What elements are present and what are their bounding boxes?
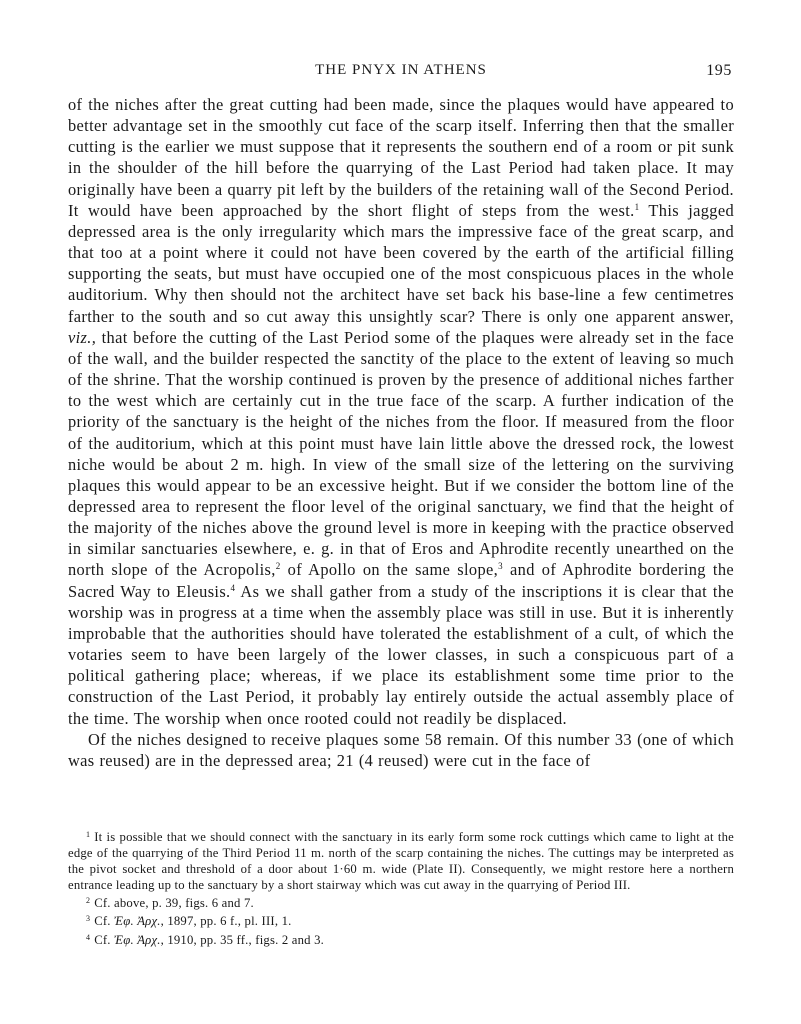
text-run: As we shall gather from a study of the inscriptions it is clear that the worship was in progress at a time when the assembly place was still in use. But it is inherently improbable that the authorities should have tolerated the establishment of a cult, of which the votaries seem to have been largely of the lower classes, in such a conspicuous part of a political gathering place; whereas, if we place its establishment some time prior to the construction of the Last Period, it probably lay entirely outside the actual assembly place of the time. The worship when once rooted could not readily be displaced.	[68, 581, 734, 728]
body-text	[68, 94, 734, 771]
journal-abbrev: Ἐφ. Ἀρχ.	[114, 914, 161, 929]
footnote-ref-4: 4	[230, 582, 236, 593]
footnote-text: It is possible that we should connect with the sanctuary in its early form some rock cuttings which came to light at the edge of the quarrying of the Third Period 11 m. north of the scarp containing the niches. The cuttings may be interpreted as the pivot socket and threshold of a door about 1·60 m. wide (Plate II). Consequently, we might restore here a northern entrance leading up to the sanctuary by a short stairway which was cut away in the quarrying of Period III.	[68, 830, 734, 893]
running-title: THE PNYX IN ATHENS	[315, 62, 487, 78]
text-run: of Apollo on the same slope,	[280, 560, 499, 580]
footnote-4	[68, 930, 734, 948]
footnote-mark: 3	[86, 914, 91, 924]
text-run: that before the cutting of the Last Period some of the plaques were already set in the face of the wall, and the builder respected the sanctity of the place to the extent of leaving so much of the shrine. That the worship continued is proven by the presence of additional niches farther to the west which are certainly cut in the true face of the scarp. A further indication of the priority of the sanctuary is the height of the niches from the floor. If measured from the floor of the auditorium, which at this point must have lain little above the dressed rock, the lowest niche would be about 2 m. high. In view of the small size of the lettering on the surviving plaques this would appear to be an excessive height. But if we consider the bottom line of the depressed area to represent the floor level of the original sanctuary, we find that the height of the majority of the niches above the ground level is more in keeping with the practice observed in similar sanctuaries elsewhere, e. g. in that of Eros and Aphrodite recently unearthed on the north slope of the Acropolis,	[68, 327, 734, 580]
footnote-text: Cf. above, p. 39, figs. 6 and 7.	[94, 896, 254, 911]
page-number: 195	[706, 62, 732, 79]
footnote-ref-2: 2	[275, 561, 281, 572]
italic-viz: viz.,	[68, 327, 97, 347]
footnote-text: , 1910, pp. 35 ff., figs. 2 and 3.	[160, 932, 324, 947]
footnote-ref-3: 3	[498, 561, 503, 572]
running-header	[68, 62, 734, 82]
footnotes	[68, 827, 734, 948]
text-run: This jagged depressed area is the only irregularity which mars the impressive face of the great scarp, and that too at a point where it could not have been covered by the earth of the artificial filling supporting the seats, but must have occupied one of the most conspicuous places in the whole auditorium. Why then should not the architect have set back his base-line a few centimetres farther to the south and so cut away this unsightly scar? There is only one apparent answer,	[68, 200, 734, 326]
journal-abbrev: Ἐφ. Ἀρχ.	[114, 932, 161, 947]
paragraph-continued	[68, 94, 734, 729]
footnote-2	[68, 893, 734, 911]
text-run: of the niches after the great cutting had been made, since the plaques would have appeared to better advantage set in the smoothly cut face of the scarp itself. Inferring then that the smaller cutting is the earlier we must suppose that it represents the southern end of a room or pit sunk in the shoulder of the hill before the quarrying of the Last Period had taken place. It may originally have been a quarry pit left by the builders of the retaining wall of the Second Period. It would have been approached by the short flight of steps from the west.	[68, 95, 734, 220]
document-page	[68, 0, 734, 1024]
footnote-mark: 2	[86, 896, 91, 906]
footnote-prefix: Cf.	[94, 932, 115, 947]
footnote-3	[68, 911, 734, 929]
footnote-text: , 1897, pp. 6 f., pl. III, 1.	[160, 914, 292, 929]
footnote-prefix: Cf.	[94, 914, 115, 929]
footnote-mark: 4	[86, 932, 91, 942]
text-run: and of Aphrodite bordering the Sacred Way to Eleusis.	[68, 560, 734, 601]
footnote-ref-1: 1	[634, 201, 640, 212]
paragraph-niches: Of the niches designed to receive plaques some 58 remain. Of this number 33 (one of which was reused) are in the depressed area; 21 (4 reused) were cut in the face of	[68, 729, 734, 770]
footnote-1	[68, 827, 734, 893]
footnote-mark: 1	[86, 830, 91, 839]
